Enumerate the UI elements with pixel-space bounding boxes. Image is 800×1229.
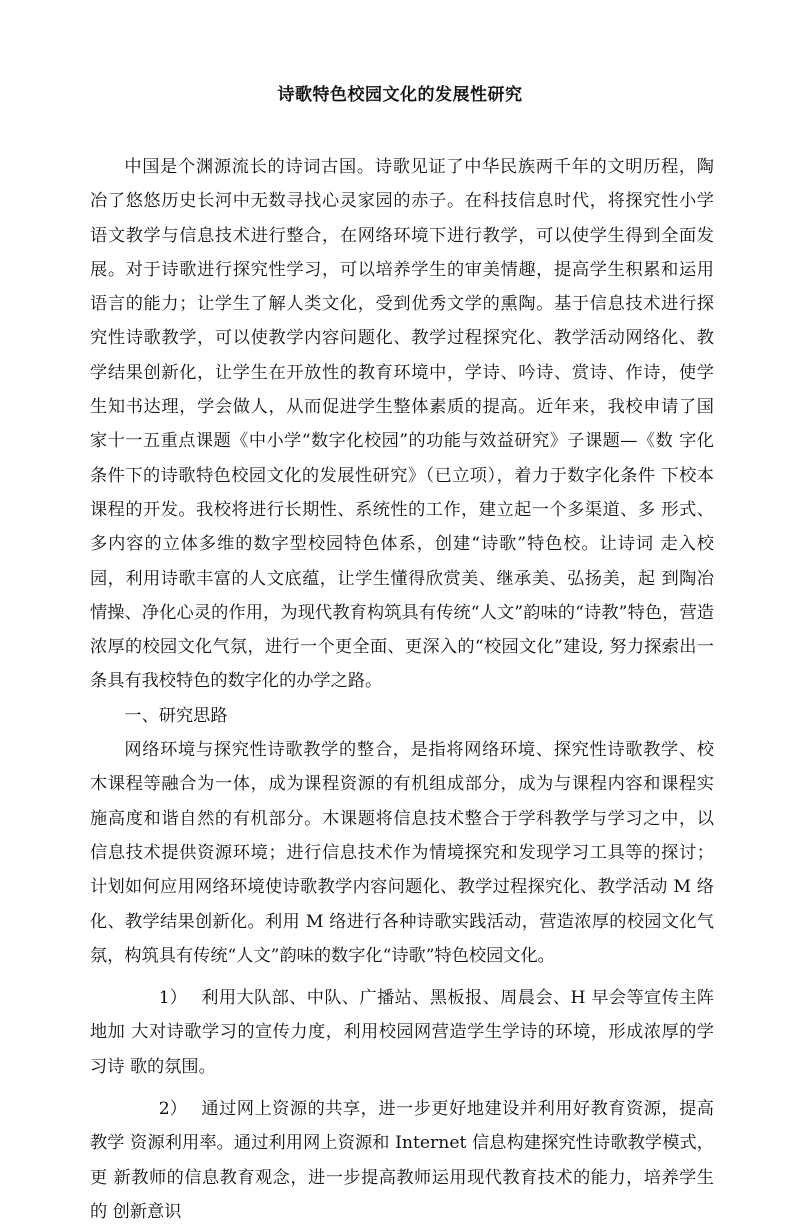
list-item-number: 2） — [158, 1099, 187, 1120]
section-paragraph-research-approach: 网络环境与探究性诗歌教学的整合，是指将网络环境、探究性诗歌教学、校 木课程等融合为一体，成为课程资源的有机组成部分，成为与课程内容和课程实 施高度和谐自然的有机部分。木课题将信息技术整合于学科教学与学习之中，以 信息技术提供资源环境；进行信息技术作为情境探究和发现学习工具等的探讨； 计划如何应用网络环境使诗歌教学内容问题化、教学过程探究化、教学活动 M 络 化、教学结果创新化。利用 M 络进行各种诗歌实践活动，营造浓厚的校园文化气 氛，构筑具有传统“人文”韵味的数字化“诗歌”特色校园文化。 — [90, 740, 714, 966]
list-item-text: 通过网上资源的共享，进一步更好地建设并利用好教育资源，提高教学 资源利用率。通过利用网上资源和 Internet 信息构建探究性诗歌教学模式，更 新教师的信息教育观念，进一步提高教师运用现代教育技术的能力，培养学生的 创新意识 — [90, 1099, 714, 1222]
list-item — [90, 981, 714, 1084]
section-heading-research-approach: 一、研究思路 — [124, 705, 228, 726]
document-title: 诗歌特色校园文化的发展性研究 — [277, 85, 523, 105]
list-item — [90, 1092, 714, 1229]
list-item-text: 利用大队部、中队、广播站、黑板报、周晨会、H 早会等宣传主阵地加 大对诗歌学习的宣传力度，利用校园网营造学生学诗的环境，形成浓厚的学习诗 歌的氛围。 — [90, 988, 714, 1077]
document-body — [90, 150, 714, 1229]
intro-paragraph: 中国是个渊源流长的诗词古国。诗歌见证了中华民族两千年的文明历程，陶 冶了悠悠历史长河中无数寻找心灵家园的赤子。在科技信息时代，将探究性小学 语文教学与信息技术进行整合，在网络环境下进行教学，可以使学生得到全面发 展。对于诗歌进行探究性学习，可以培养学生的审美情趣，提高学生积累和运用 语言的能力；让学生了解人类文化，受到优秀文学的熏陶。基于信息技术进行探 究性诗歌教学，可以使教学内容问题化、教学过程探究化、教学活动网络化、教 学结果创新化，让学生在开放性的教育环境中，学诗、吟诗、赏诗、作诗，使学 生知书达理，学会做人，从而促进学生整体素质的提高。近年来，我校申请了国 家十一五重点课题《中小学“数字化校园”的功能与效益研究》子课题—《数 字化条件下的诗歌特色校园文化的发展性研究》（已立项），着力于数字化条件 下校本课程的开发。我校将进行长期性、系统性的工作，建立起一个多渠道、多 形式、多内容的立体多维的数字型校园特色体系，创建“诗歌”特色校。让诗词 走入校园，利用诗歌丰富的人文底蕴，让学生懂得欣赏美、继承美、弘扬美，起 到陶冶情操、净化心灵的作用，为现代教育构筑具有传统“人文”韵味的“诗教”特色，营造浓厚的校园文化气氛，进行一个更全面、更深入的“校园文化”建设, 努力探索出一条具有我校特色的数字化的办学之路。 — [90, 157, 714, 692]
list-item-number: 1） — [158, 988, 187, 1009]
